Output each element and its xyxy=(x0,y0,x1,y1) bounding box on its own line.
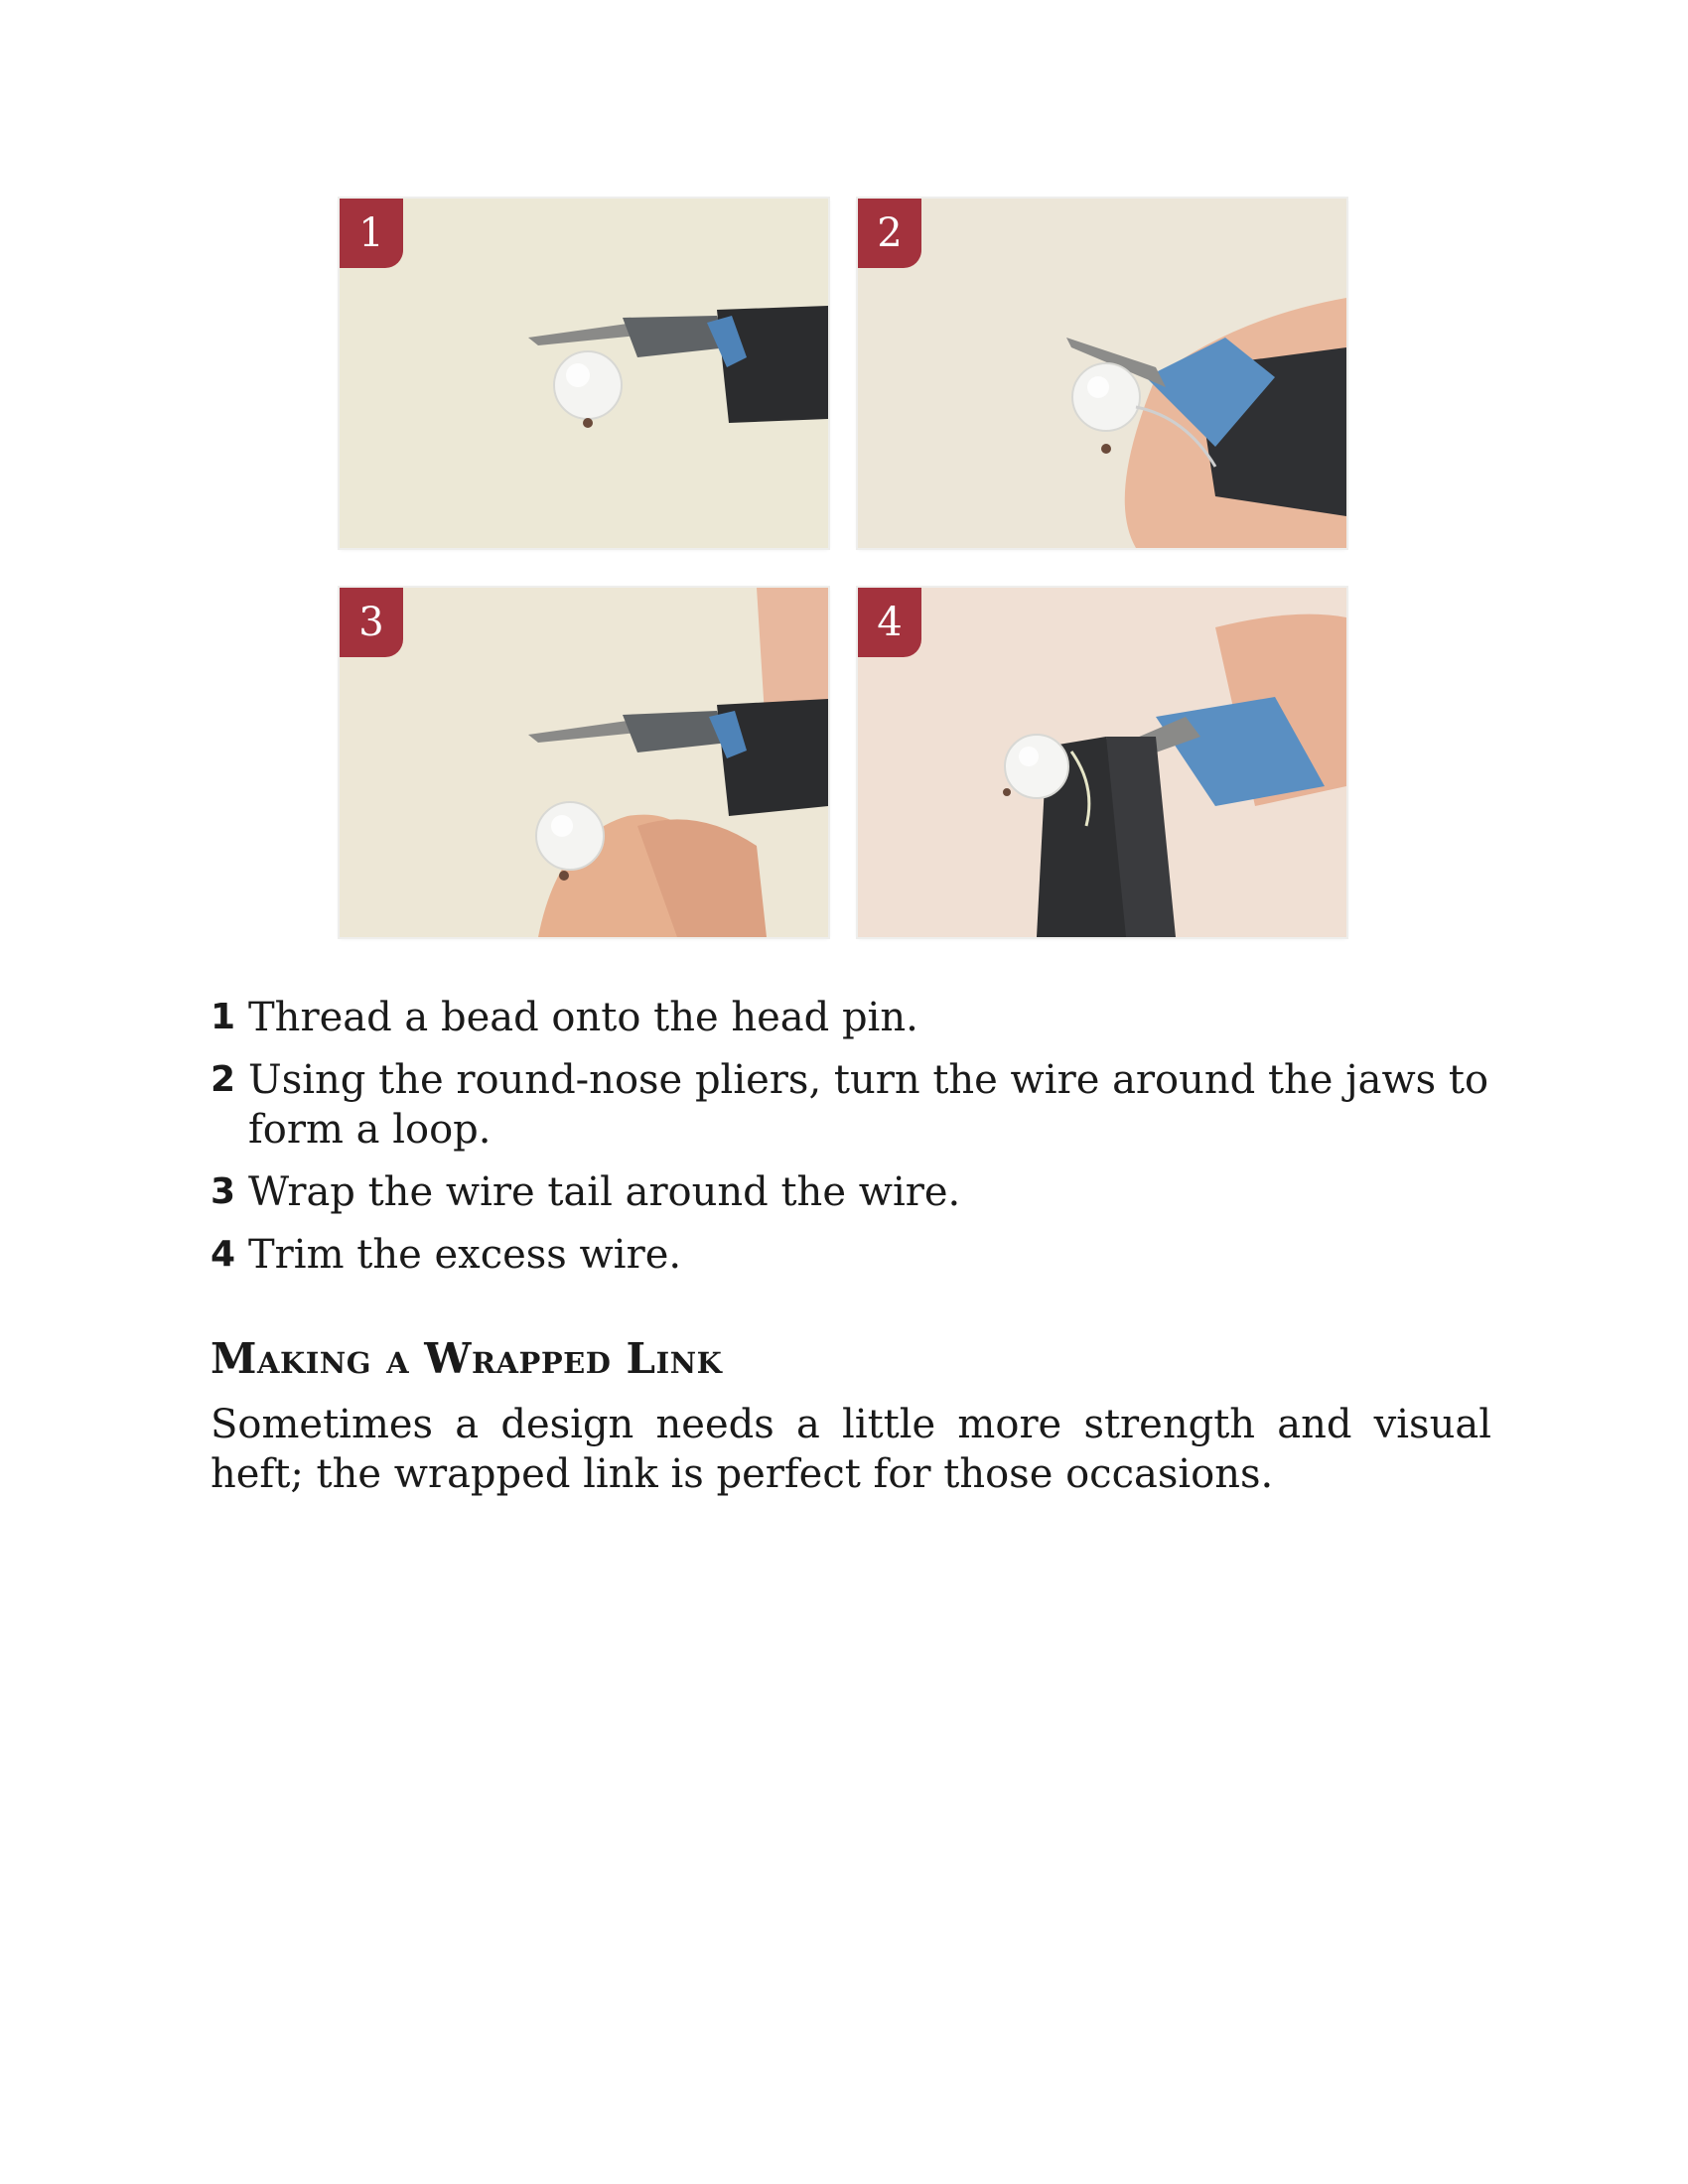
step-4-illustration xyxy=(858,588,1346,937)
step-badge-1: 1 xyxy=(340,199,403,268)
step-number: 2 xyxy=(211,1059,236,1100)
step-list xyxy=(211,993,1501,1293)
section-heading: Making a Wrapped Link xyxy=(211,1334,723,1383)
step-item-3 xyxy=(211,1167,1501,1217)
step-text: Using the round-nose pliers, turn the wire around the jaws to form a loop. xyxy=(248,1057,1489,1153)
step-badge-2: 2 xyxy=(858,199,921,268)
step-number: 1 xyxy=(211,997,236,1037)
step-text: Wrap the wire tail around the wire. xyxy=(248,1169,961,1215)
step-photo-2 xyxy=(858,199,1346,548)
step-badge-4: 4 xyxy=(858,588,921,657)
step-item-2 xyxy=(211,1055,1501,1155)
step-badge-3: 3 xyxy=(340,588,403,657)
step-2-illustration xyxy=(858,199,1346,548)
step-item-1 xyxy=(211,993,1501,1042)
step-number: 3 xyxy=(211,1171,236,1212)
step-item-4 xyxy=(211,1230,1501,1280)
step-photo-grid xyxy=(340,199,1350,949)
step-number: 4 xyxy=(211,1234,236,1275)
step-photo-1 xyxy=(340,199,828,548)
step-text: Trim the excess wire. xyxy=(248,1232,682,1278)
step-text: Thread a bead onto the head pin. xyxy=(248,995,918,1040)
step-3-illustration xyxy=(340,588,828,937)
body-paragraph: Sometimes a design needs a little more strength and visual heft; the wrapped link is perfect for those occasions. xyxy=(211,1402,1491,1497)
step-photo-3 xyxy=(340,588,828,937)
step-1-illustration xyxy=(340,199,828,548)
step-photo-4 xyxy=(858,588,1346,937)
